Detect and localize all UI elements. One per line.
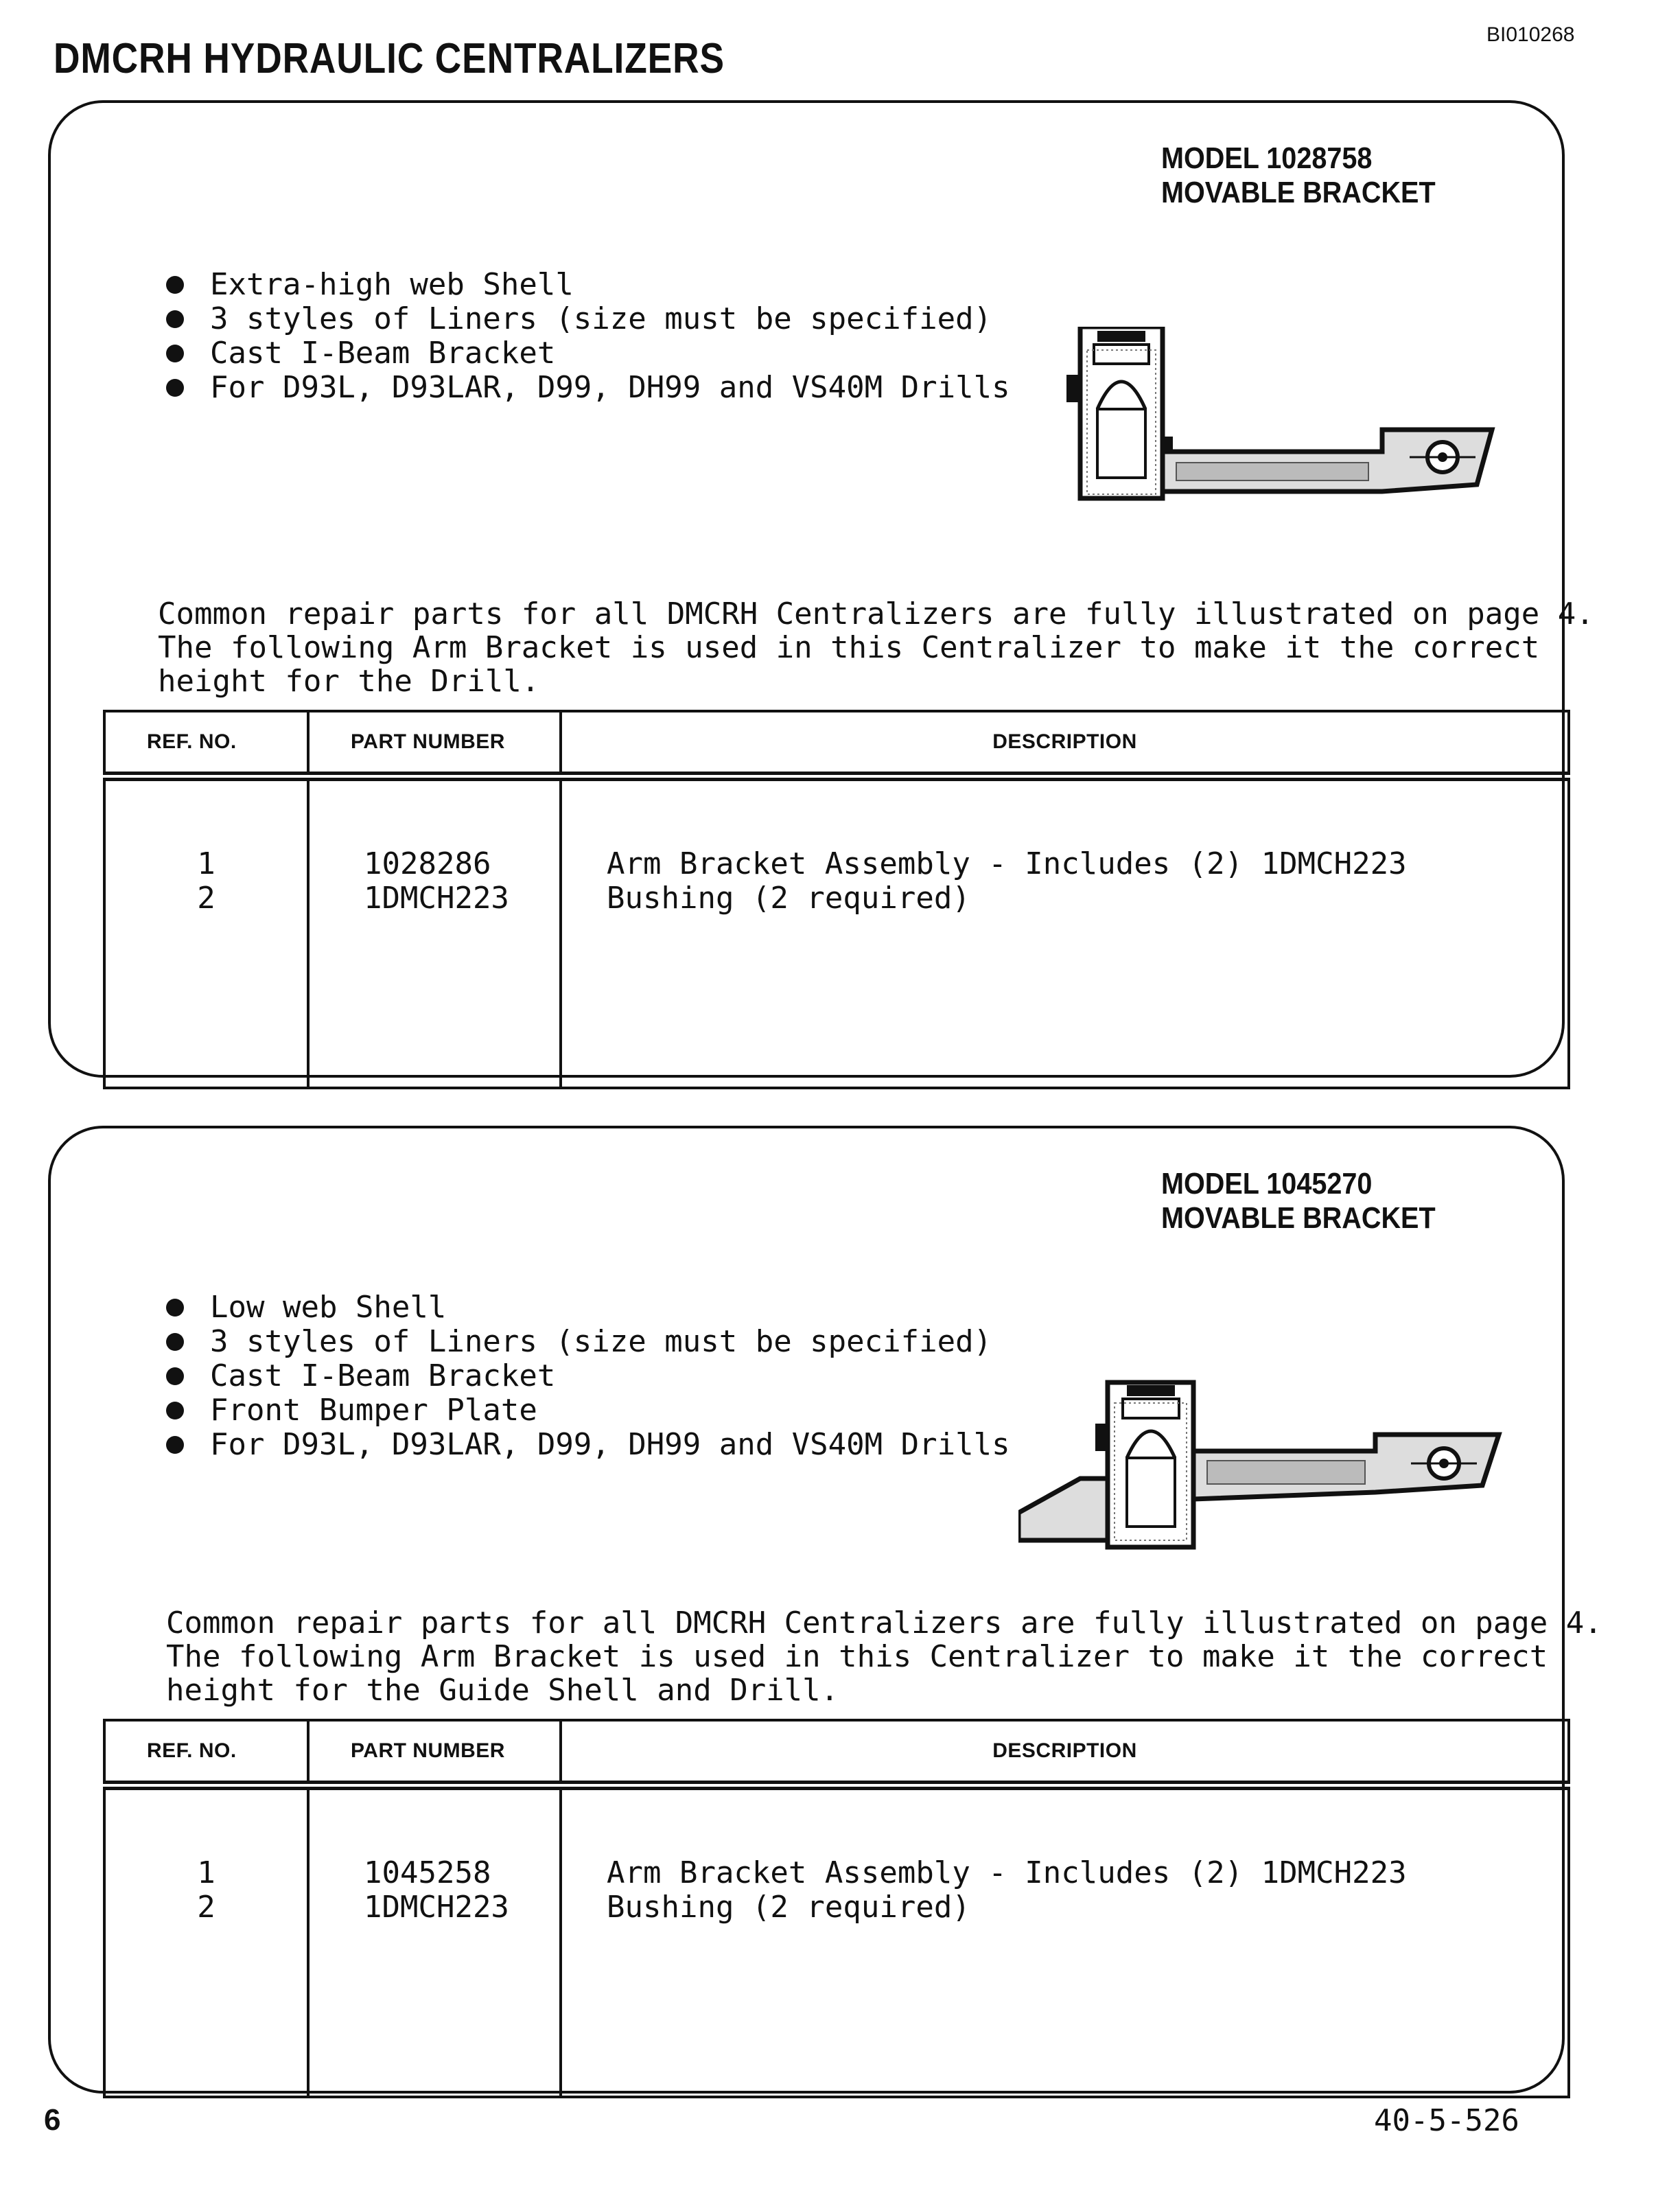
part-cell: 1DMCH223: [364, 1890, 509, 1925]
description-column: [561, 776, 1569, 1088]
feature-item: 3 styles of Liners (size must be specified): [166, 302, 1010, 336]
ref-cell: 1: [197, 1855, 215, 1890]
feature-item: Front Bumper Plate: [166, 1393, 1010, 1428]
bullet-icon: [166, 1402, 184, 1419]
parts-table: [103, 1719, 1570, 2098]
bracket-drawing-icon: [1066, 327, 1506, 505]
ref-cell: 2: [197, 1890, 215, 1925]
table-body-row: [104, 776, 1569, 1088]
part-cell: 1045258: [364, 1855, 491, 1890]
bullet-icon: [166, 1367, 184, 1385]
bullet-icon: [166, 1333, 184, 1351]
repair-note: Common repair parts for all DMCRH Centralizers are fully illustrated on page 4. The following Arm Bracket is used in this Centralizer to make it the correct height for the Drill.: [158, 596, 1594, 699]
page-number: 6: [44, 2103, 61, 2137]
part-cell: 1DMCH223: [364, 881, 509, 916]
form-number: 40-5-526: [1374, 2103, 1519, 2138]
part-cell: 1028286: [364, 846, 491, 881]
repair-note: Common repair parts for all DMCRH Centralizers are fully illustrated on page 4. The following Arm Bracket is used in this Centralizer to make it the correct height for the Guide Shell and Drill.: [166, 1605, 1602, 1708]
feature-item: Cast I-Beam Bracket: [166, 1359, 1010, 1393]
description-column: [561, 1785, 1569, 2097]
part-column: [308, 1785, 561, 2097]
model-heading: [1161, 141, 1436, 210]
description-cell: Bushing (2 required): [607, 1890, 970, 1925]
bullet-icon: [166, 345, 184, 362]
bullet-icon: [166, 276, 184, 294]
table-body-row: [104, 1785, 1569, 2097]
bullet-icon: [166, 1299, 184, 1317]
model-number: MODEL 1028758: [1160, 141, 1373, 175]
bullet-icon: [166, 310, 184, 328]
column-header-ref: REF. NO.: [104, 1720, 308, 1785]
column-header-ref: REF. NO.: [104, 711, 308, 776]
page-title: DMCRH HYDRAULIC CENTRALIZERS: [54, 35, 725, 82]
model-subtitle: MOVABLE BRACKET: [1160, 176, 1436, 209]
parts-table: [103, 710, 1570, 1089]
model-section-1045270: [48, 1126, 1602, 2094]
feature-list: [166, 268, 1010, 405]
column-header-part: PART NUMBER: [308, 711, 561, 776]
bracket-drawing-icon: [1018, 1376, 1513, 1554]
model-number: MODEL 1045270: [1160, 1167, 1373, 1201]
table-header-row: [104, 1720, 1569, 1785]
document-id: BI010268: [1486, 23, 1575, 46]
ref-column: [104, 1785, 308, 2097]
table-header-row: [104, 711, 1569, 776]
model-section-1028758: [48, 100, 1594, 1078]
column-header-description: DESCRIPTION: [561, 1720, 1569, 1785]
column-header-description: DESCRIPTION: [561, 711, 1569, 776]
description-cell: Arm Bracket Assembly - Includes (2) 1DMCH223: [607, 1855, 1407, 1890]
ref-column: [104, 776, 308, 1088]
feature-item: 3 styles of Liners (size must be specified): [166, 1325, 1010, 1359]
model-heading: [1161, 1167, 1436, 1236]
feature-list: [166, 1290, 1010, 1462]
column-header-part: PART NUMBER: [308, 1720, 561, 1785]
description-cell: Arm Bracket Assembly - Includes (2) 1DMCH223: [607, 846, 1407, 881]
bullet-icon: [166, 379, 184, 397]
feature-item: Cast I-Beam Bracket: [166, 336, 1010, 371]
ref-cell: 1: [197, 846, 215, 881]
part-column: [308, 776, 561, 1088]
feature-item: For D93L, D93LAR, D99, DH99 and VS40M Drills: [166, 371, 1010, 405]
feature-item: For D93L, D93LAR, D99, DH99 and VS40M Drills: [166, 1428, 1010, 1462]
model-subtitle: MOVABLE BRACKET: [1160, 1201, 1436, 1235]
bullet-icon: [166, 1436, 184, 1454]
feature-item: Extra-high web Shell: [166, 268, 1010, 302]
feature-item: Low web Shell: [166, 1290, 1010, 1325]
ref-cell: 2: [197, 881, 215, 916]
description-cell: Bushing (2 required): [607, 881, 970, 916]
